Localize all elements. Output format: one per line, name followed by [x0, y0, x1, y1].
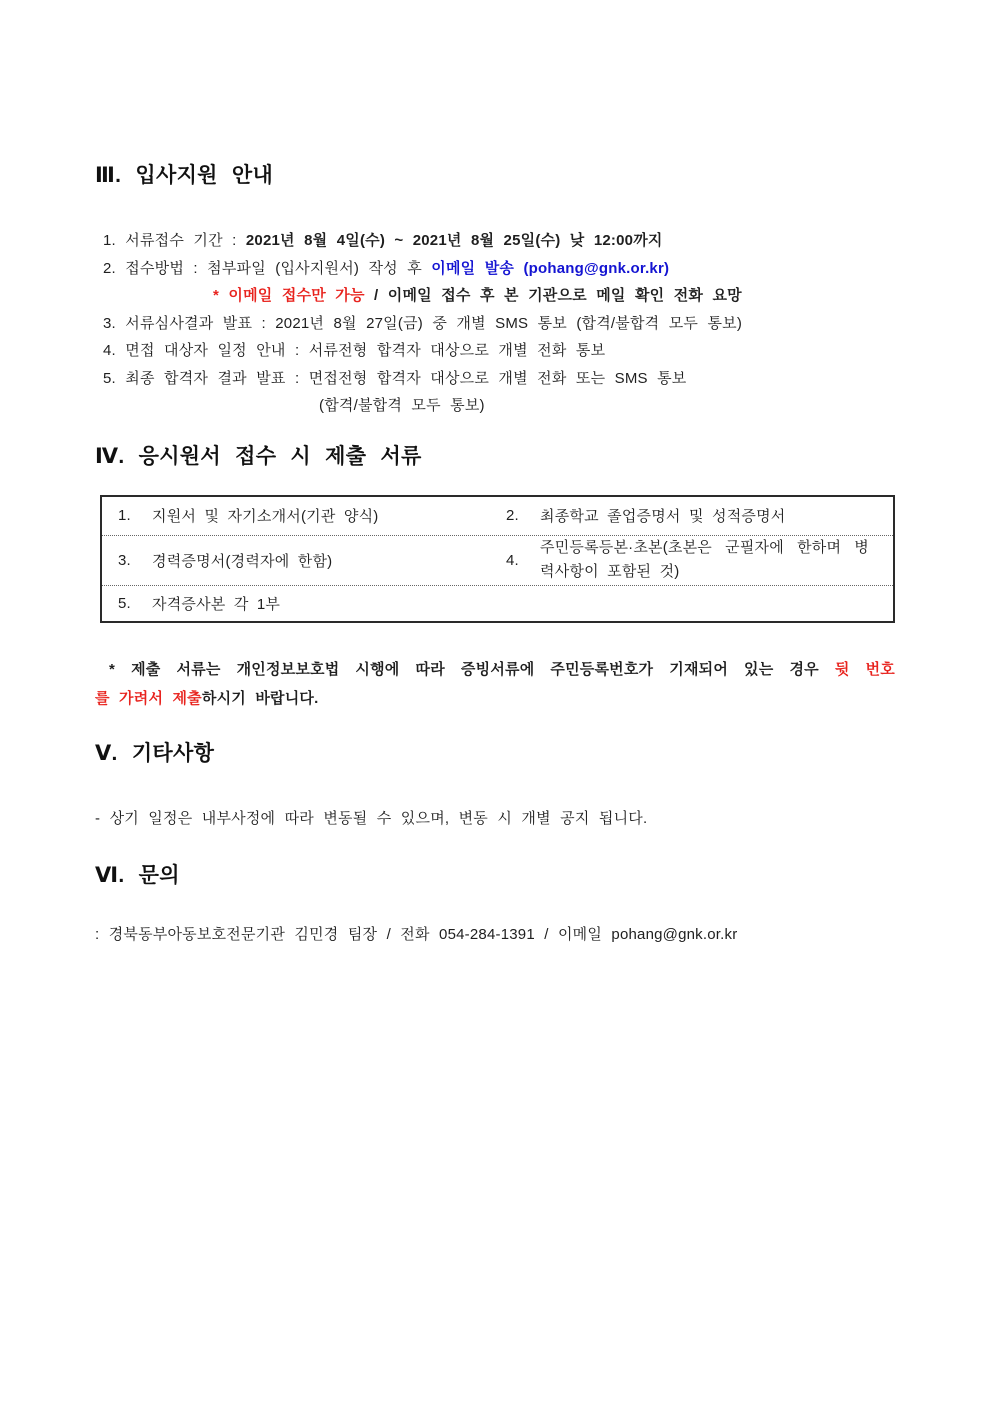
list-item-apply-method-note	[103, 282, 895, 310]
application-guide-list	[95, 227, 895, 420]
cell-number: 5.	[118, 594, 131, 612]
section-6-heading: Ⅵ. 문의	[95, 863, 180, 887]
list-item-final-result-cont: (합격/불합격 모두 통보)	[319, 397, 485, 414]
item1-label: 1. 서류접수 기간 :	[103, 232, 246, 249]
section-5-heading: Ⅴ. 기타사항	[95, 741, 215, 765]
privacy-note-line-2	[95, 684, 895, 713]
table-row	[102, 585, 893, 621]
section-3-heading: Ⅲ. 입사지원 안내	[95, 164, 274, 187]
privacy-note	[95, 655, 895, 713]
table-row	[102, 535, 893, 585]
cell-text: 주민등록등본·초본(초본은 군필자에 한하며 병력사항이 포함된 것)	[540, 539, 869, 580]
contact-info-line: : 경북동부아동보호전문기관 김민경 팀장 / 전화 054-284-1391 / 이메일 pohang@gnk.or.kr	[95, 925, 738, 943]
note-red-part: 뒷 번호	[834, 660, 895, 678]
item2-confirm-note: / 이메일 접수 후 본 기관으로 메일 확인 전화 요망	[364, 287, 742, 304]
item2-email-only-note: * 이메일 접수만 가능	[213, 287, 365, 304]
submission-docs-table	[100, 495, 895, 623]
cell-text: 지원서 및 자기소개서(기관 양식)	[152, 508, 379, 525]
cell-number: 2.	[506, 507, 519, 524]
note-black-part: * 제출 서류는 개인정보보호법 시행에 따라 증빙서류에 주민등록번호가 기재되어 있는 경우	[109, 660, 835, 678]
list-item-reception-period	[103, 227, 895, 255]
cell-text: 최종학교 졸업증명서 및 성적증명서	[540, 508, 786, 525]
cell-text: 자격증사본 각 1부	[152, 595, 281, 613]
etc-schedule-note: - 상기 일정은 내부사정에 따라 변동될 수 있으며, 변동 시 개별 공지 됩니다.	[95, 809, 648, 827]
note-red-part: 를 가려서 제출	[95, 689, 202, 707]
item1-period-dates: 2021년 8월 4일(수) ~ 2021년 8월 25일(수) 낮 12:00까지	[245, 232, 663, 249]
cell-number: 4.	[506, 551, 519, 569]
table-row	[102, 497, 893, 535]
list-item-final-result: 5. 최종 합격자 결과 발표 : 면접전형 합격자 대상으로 개별 전화 또는 SMS 통보	[103, 369, 687, 387]
section-4-heading: Ⅳ. 응시원서 접수 시 제출 서류	[95, 444, 422, 468]
cell-number: 3.	[118, 551, 131, 569]
cell-number: 1.	[118, 507, 131, 524]
list-item-apply-method	[103, 255, 895, 283]
list-item-interview-schedule: 4. 면접 대상자 일정 안내 : 서류전형 합격자 대상으로 개별 전화 통보	[103, 342, 606, 359]
list-item-screening-result: 3. 서류심사결과 발표 : 2021년 8월 27일(금) 중 개별 SMS 통보 (합격/불합격 모두 통보)	[103, 314, 743, 332]
cell-text: 경력증명서(경력자에 한함)	[152, 552, 333, 570]
note-black-part: 하시기 바랍니다.	[201, 689, 319, 707]
privacy-note-line-1	[95, 655, 895, 684]
item2-email-address: 이메일 발송 (pohang@gnk.or.kr)	[431, 259, 670, 277]
item2-label: 2. 접수방법 : 첨부파일 (입사지원서) 작성 후	[103, 259, 432, 277]
